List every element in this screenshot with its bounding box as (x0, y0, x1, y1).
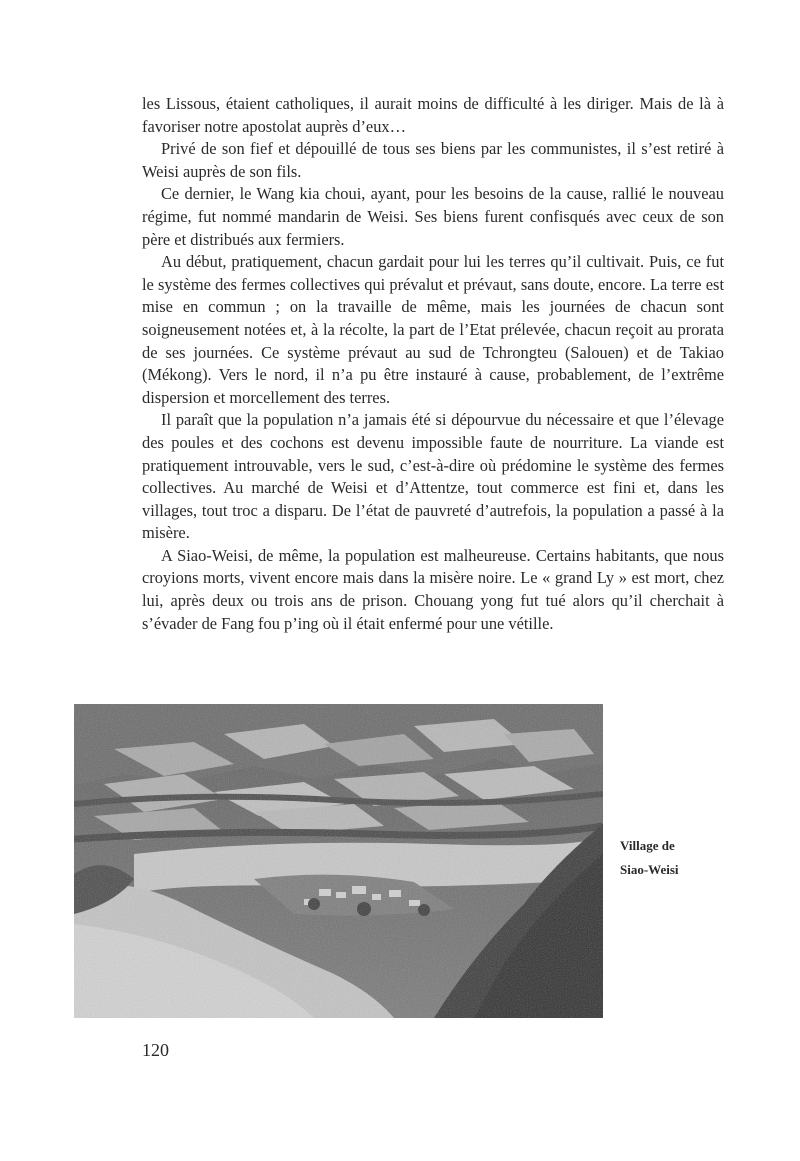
paragraph: A Siao-Weisi, de même, la population est malheureuse. Certains habitants, que nous croyions morts, vivent encore mais dans la misère noire. Le « grand Ly » est mort, chez lui, après deux ou trois ans de prison. Chouang yong fut tué alors qu’il cherchait à s’évader de Fang fou p’ing où il était enfermé pour une vétille. (142, 545, 724, 633)
paragraph: Privé de son fief et dépouillé de tous ses biens par les communistes, il s’est retiré à Weisi auprès de son fils. (142, 139, 724, 181)
paragraph: Au début, pratiquement, chacun gardait pour lui les terres qu’il cultivait. Puis, ce fut le système des fermes collectives qui prévalut et prévaut, sans doute, encore. La terre est mise en commun ; on la travaille de même, mais les journées de chacun sont soigneusement notées et, à la récolte, la part de l’Etat prélevée, chacun reçoit au prorata de ses journées. Ce système prévaut au sud de Tchrongteu (Salouen) et de Takiao (Mékong). Vers le nord, il n’a pu être instauré à cause, probablement, de l’extrême dispersion et morcellement des terres. (142, 252, 724, 407)
page-number: 120 (142, 1040, 169, 1060)
caption-line: Siao-Weisi (620, 862, 679, 877)
paragraph: les Lissous, étaient catholiques, il aurait moins de difficulté à les diriger. Mais de là à favoriser notre apostolat auprès d’eux… (142, 94, 724, 136)
caption-line: Village de (620, 838, 675, 853)
paragraph: Il paraît que la population n’a jamais été si dépourvue du nécessaire et que l’élevage des poules et des cochons est devenu impossible faute de nourriture. La viande est pratiquement introuvable, vers le sud, c’est-à-dire où prédomine le système des fermes collectives. Au marché de Weisi et d’Attentze, tout commerce est fini et, dans les villages, tout troc a disparu. De l’état de pauvreté d’autrefois, la population a passé à la misère. (142, 410, 724, 543)
paragraph: Ce dernier, le Wang kia choui, ayant, pour les besoins de la cause, rallié le nouveau régime, fut nommé mandarin de Weisi. Ses biens furent confisqués avec ceux de son père et distribués aux fermiers. (142, 184, 724, 249)
village-photo (74, 704, 603, 1018)
photo-caption (620, 834, 730, 882)
body-text (142, 93, 724, 635)
